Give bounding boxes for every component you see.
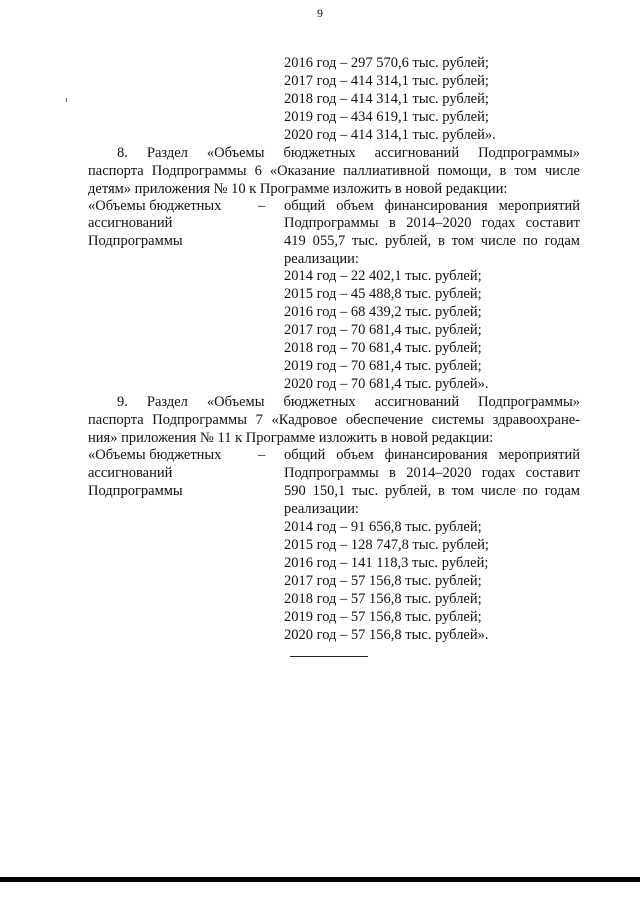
top-year-line: 2020 год – 414 314,1 тыс. рублей».: [284, 127, 496, 143]
scan-edge-bar: [0, 877, 640, 882]
section9-label: ассигнований: [88, 465, 173, 481]
top-year-line: 2019 год – 434 619,1 тыс. рублей;: [284, 109, 489, 125]
section8-value-line: 2017 год – 70 681,4 тыс. рублей;: [284, 322, 482, 338]
section9-label: «Объемы бюджетных: [88, 447, 222, 463]
top-year-line: 2018 год – 414 314,1 тыс. рублей;: [284, 91, 489, 107]
section9-value-line: Подпрограммы в 2014–2020 годах составит: [284, 465, 580, 481]
section8-value-line: общий объем финансирования мероприятий: [284, 198, 580, 214]
section9-value-line: 590 150,1 тыс. рублей, в том числе по годам: [284, 483, 580, 499]
section9-label: Подпрограммы: [88, 483, 183, 499]
section9-para-line: 9. Раздел «Объемы бюджетных ассигнований Подпрограммы»: [117, 394, 580, 410]
top-year-line: 2016 год – 297 570,6 тыс. рублей;: [284, 55, 489, 71]
section8-value-line: 2015 год – 45 488,8 тыс. рублей;: [284, 286, 482, 302]
section8-value-line: реализации:: [284, 251, 359, 267]
section8-value-line: 419 055,7 тыс. рублей, в том числе по годам: [284, 233, 580, 249]
section8-label: ассигнований: [88, 215, 173, 231]
section9-value-line: 2018 год – 57 156,8 тыс. рублей;: [284, 591, 482, 607]
section8-dash: –: [258, 198, 266, 214]
section9-value-line: 2014 год – 91 656,8 тыс. рублей;: [284, 519, 482, 535]
page-number: 9: [317, 6, 323, 20]
section9-para-line: паспорта Подпрограммы 7 «Кадровое обеспечение системы здравоохране-: [88, 412, 580, 428]
section8-value-line: 2020 год – 70 681,4 тыс. рублей».: [284, 376, 489, 392]
section9-dash: –: [258, 447, 266, 463]
section8-label: «Объемы бюджетных: [88, 198, 222, 214]
section9-value-line: 2017 год – 57 156,8 тыс. рублей;: [284, 573, 482, 589]
section9-value-line: общий объем финансирования мероприятий: [284, 447, 580, 463]
section8-value-line: 2018 год – 70 681,4 тыс. рублей;: [284, 340, 482, 356]
section8-para-line: 8. Раздел «Объемы бюджетных ассигнований Подпрограммы»: [117, 145, 580, 161]
section8-value-line: 2014 год – 22 402,1 тыс. рублей;: [284, 268, 482, 284]
section8-label: Подпрограммы: [88, 233, 183, 249]
end-rule: [290, 656, 368, 657]
section8-para-line: детям» приложения № 10 к Программе изложить в новой редакции:: [88, 181, 508, 197]
section8-value-line: Подпрограммы в 2014–2020 годах составит: [284, 215, 580, 231]
scan-speck: [66, 98, 67, 102]
section9-value-line: 2016 год – 141 118,3 тыс. рублей;: [284, 555, 489, 571]
section9-value-line: 2020 год – 57 156,8 тыс. рублей».: [284, 627, 489, 643]
section8-para-line: паспорта Подпрограммы 6 «Оказание паллиативной помощи, в том числе: [88, 163, 580, 179]
section9-para-line: ния» приложения № 11 к Программе изложить в новой редакции:: [88, 430, 494, 446]
top-year-line: 2017 год – 414 314,1 тыс. рублей;: [284, 73, 489, 89]
section9-value-line: 2019 год – 57 156,8 тыс. рублей;: [284, 609, 482, 625]
section9-value-line: реализации:: [284, 501, 359, 517]
section8-value-line: 2016 год – 68 439,2 тыс. рублей;: [284, 304, 482, 320]
section9-value-line: 2015 год – 128 747,8 тыс. рублей;: [284, 537, 489, 553]
section8-value-line: 2019 год – 70 681,4 тыс. рублей;: [284, 358, 482, 374]
